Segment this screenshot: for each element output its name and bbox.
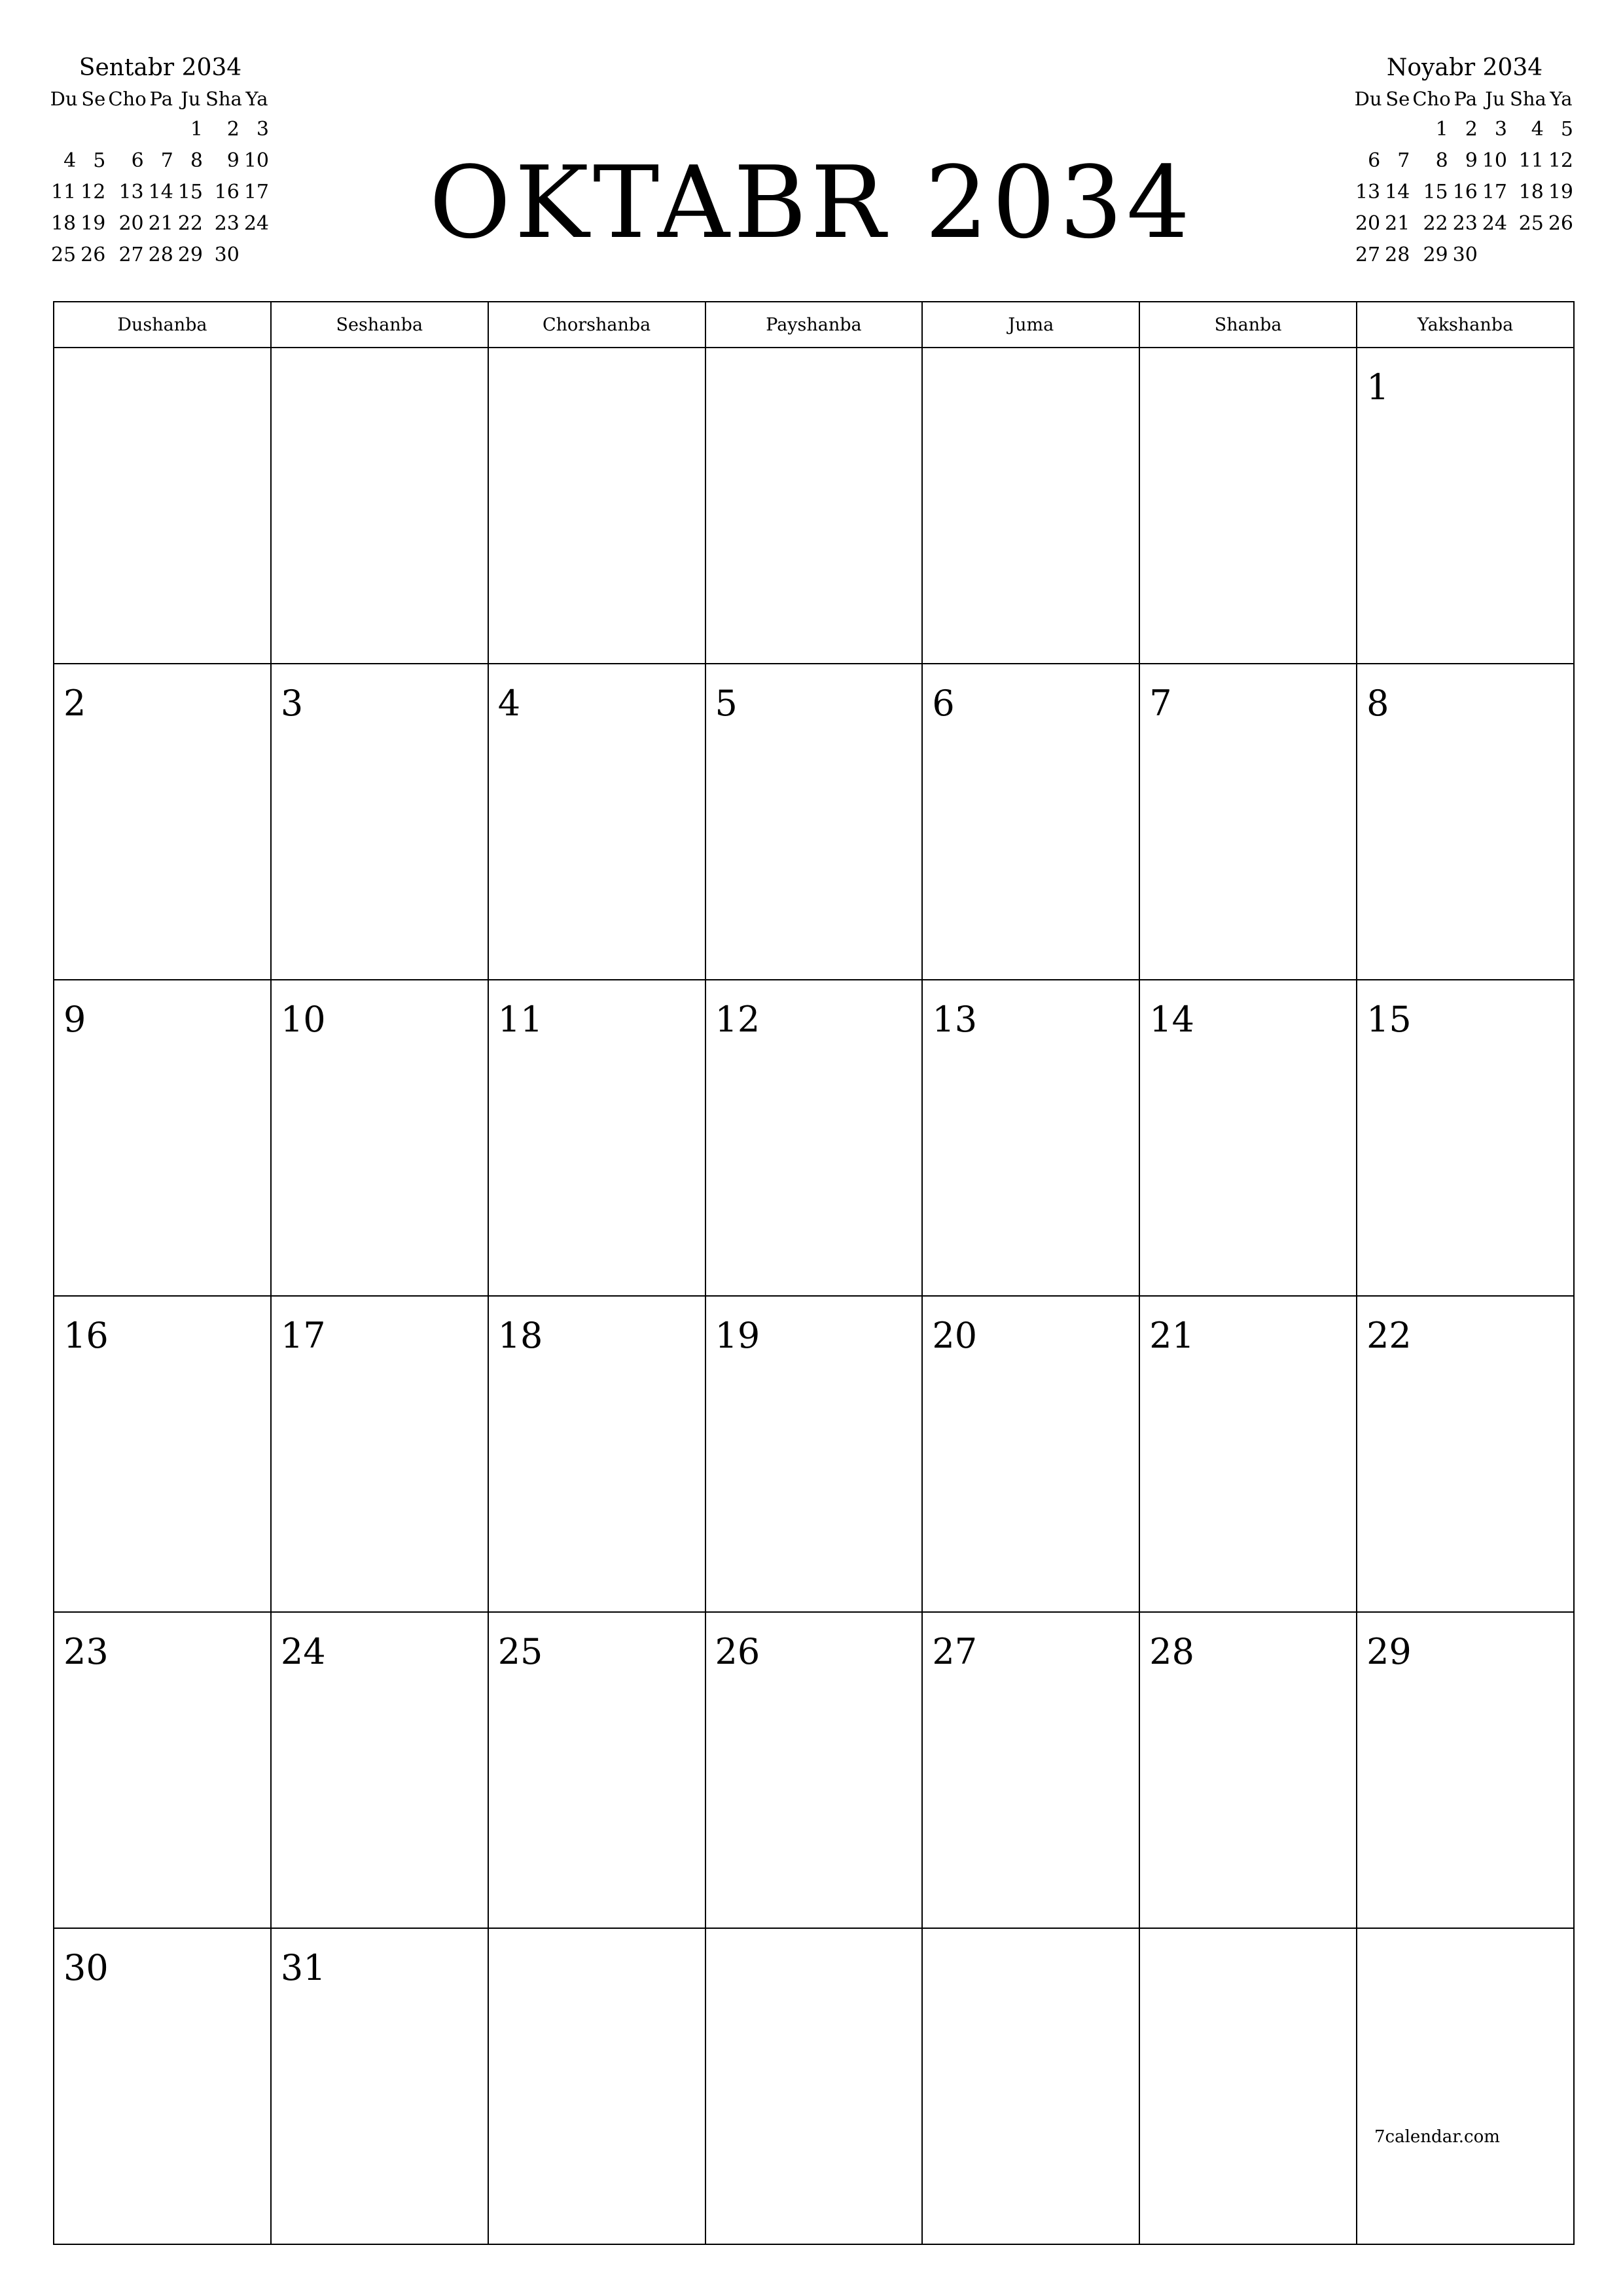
day-number: 31	[280, 1947, 326, 1988]
day-cell[interactable]	[271, 980, 488, 1296]
mini-day: 25	[1518, 212, 1544, 235]
mini-day	[1480, 240, 1510, 271]
day-cell[interactable]	[271, 348, 488, 664]
day-cell[interactable]	[1357, 980, 1574, 1296]
mini-day: 27	[1355, 243, 1381, 266]
mini-day: 3	[256, 118, 269, 141]
day-number: 24	[280, 1631, 326, 1672]
day-number	[923, 1929, 1139, 1948]
day-cell[interactable]	[1139, 1296, 1357, 1612]
day-cell[interactable]	[271, 1612, 488, 1928]
day-cell[interactable]	[922, 1296, 1139, 1612]
day-cell[interactable]	[54, 1928, 271, 2244]
day-number: 26	[715, 1631, 760, 1672]
mini-day: 10	[1482, 149, 1507, 172]
mini-day: 4	[63, 149, 77, 172]
day-number: 3	[280, 683, 304, 724]
week-row	[54, 1928, 1574, 2244]
day-cell[interactable]	[1139, 664, 1357, 980]
day-number: 27	[932, 1631, 978, 1672]
day-cell[interactable]	[705, 1296, 923, 1612]
day-number: 10	[280, 999, 326, 1040]
mini-day: 18	[1518, 181, 1544, 204]
mini-weekday-header: Ju	[1485, 88, 1505, 110]
day-number: 28	[1149, 1631, 1194, 1672]
mini-day: 24	[243, 212, 269, 235]
day-cell[interactable]	[54, 664, 271, 980]
day-number	[1140, 348, 1356, 368]
week-row	[54, 1296, 1574, 1612]
mini-day: 2	[1465, 118, 1478, 141]
day-cell[interactable]	[922, 348, 1139, 664]
day-cell[interactable]	[488, 1612, 705, 1928]
mini-day: 20	[118, 212, 144, 235]
mini-day: 21	[148, 212, 173, 235]
mini-weekday-header: Sha	[1509, 88, 1546, 110]
day-number	[489, 348, 705, 368]
day-number: 4	[497, 683, 521, 724]
day-number	[54, 348, 270, 368]
mini-day: 28	[148, 243, 173, 266]
weekday-header: Chorshanba	[488, 302, 705, 348]
day-number: 2	[63, 683, 86, 724]
day-number: 12	[715, 999, 760, 1040]
mini-calendar-next-month	[1353, 52, 1576, 271]
day-number: 18	[497, 1315, 543, 1356]
mini-weekday-header: Ya	[1550, 88, 1573, 110]
mini-day: 25	[50, 243, 77, 266]
mini-day: 19	[1548, 181, 1573, 204]
mini-day	[1510, 240, 1546, 271]
day-cell[interactable]	[488, 664, 705, 980]
mini-day: 7	[1397, 149, 1410, 172]
day-cell[interactable]	[488, 348, 705, 664]
day-number: 21	[1149, 1315, 1194, 1356]
day-cell[interactable]	[54, 1612, 271, 1928]
day-cell[interactable]	[54, 980, 271, 1296]
weekday-header: Yakshanba	[1357, 302, 1574, 348]
mini-day: 23	[214, 212, 240, 235]
mini-day: 10	[243, 149, 269, 172]
day-cell[interactable]	[488, 1928, 705, 2244]
day-cell[interactable]	[271, 664, 488, 980]
day-number	[1140, 1929, 1356, 1948]
mini-weekday-header: Ya	[245, 88, 268, 110]
day-number: 6	[932, 683, 955, 724]
mini-day: 2	[226, 118, 240, 141]
day-number: 30	[63, 1947, 109, 1988]
mini-day: 7	[160, 149, 173, 172]
weekday-header: Payshanba	[705, 302, 923, 348]
mini-calendar-next-title: Noyabr 2034	[1386, 54, 1543, 81]
page-title: OKTABR 2034	[429, 145, 1194, 260]
day-cell[interactable]	[705, 1612, 923, 1928]
day-number: 20	[932, 1315, 978, 1356]
mini-day	[1383, 114, 1412, 145]
day-number: 7	[1149, 683, 1172, 724]
day-number: 29	[1366, 1631, 1412, 1672]
mini-day	[1546, 240, 1576, 271]
day-cell[interactable]	[1139, 1612, 1357, 1928]
mini-day: 20	[1355, 212, 1381, 235]
weekday-header: Juma	[922, 302, 1139, 348]
week-row	[54, 980, 1574, 1296]
mini-day: 16	[1452, 181, 1478, 204]
mini-weekday-header: Ju	[181, 88, 201, 110]
day-number: 9	[63, 999, 86, 1040]
mini-weekday-header: Se	[1385, 88, 1410, 110]
day-cell[interactable]	[488, 980, 705, 1296]
mini-day: 5	[93, 149, 106, 172]
day-number: 5	[715, 683, 738, 724]
day-cell[interactable]	[1357, 664, 1574, 980]
mini-day: 22	[1423, 212, 1448, 235]
mini-day: 13	[118, 181, 144, 204]
day-cell[interactable]	[1139, 980, 1357, 1296]
day-number: 13	[932, 999, 978, 1040]
mini-day: 30	[214, 243, 240, 266]
mini-day: 24	[1482, 212, 1507, 235]
day-cell[interactable]	[1357, 1928, 1574, 2244]
mini-weekday-header: Du	[1354, 88, 1382, 110]
footer-credit: 7calendar.com	[1374, 2127, 1500, 2147]
mini-weekday-header: Cho	[108, 88, 147, 110]
day-number: 14	[1149, 999, 1194, 1040]
weekday-header-row	[54, 302, 1574, 348]
day-cell[interactable]	[488, 1296, 705, 1612]
weekday-header: Dushanba	[54, 302, 271, 348]
mini-day	[1353, 114, 1383, 145]
mini-day: 15	[1423, 181, 1448, 204]
mini-day: 16	[214, 181, 240, 204]
mini-weekday-header: Se	[81, 88, 106, 110]
day-cell[interactable]	[54, 348, 271, 664]
mini-day: 15	[177, 181, 203, 204]
day-cell[interactable]	[922, 1928, 1139, 2244]
mini-day: 14	[1385, 181, 1410, 204]
mini-day: 19	[80, 212, 106, 235]
mini-day: 11	[50, 181, 77, 204]
day-number: 23	[63, 1631, 109, 1672]
mini-day: 1	[1435, 118, 1448, 141]
week-row	[54, 348, 1574, 664]
day-cell[interactable]	[705, 980, 923, 1296]
mini-day: 12	[1548, 149, 1573, 172]
day-cell[interactable]	[922, 980, 1139, 1296]
day-cell[interactable]	[1357, 1612, 1574, 1928]
mini-weekday-header: Sha	[205, 88, 242, 110]
day-number: 1	[1366, 367, 1389, 408]
day-cell[interactable]	[705, 664, 923, 980]
day-cell[interactable]	[1357, 348, 1574, 664]
day-cell[interactable]	[271, 1928, 488, 2244]
mini-day: 6	[1368, 149, 1381, 172]
mini-day: 5	[1560, 118, 1573, 141]
week-row	[54, 1612, 1574, 1928]
mini-day: 6	[131, 149, 144, 172]
weekday-header: Shanba	[1139, 302, 1357, 348]
weekday-header: Seshanba	[271, 302, 488, 348]
day-number	[706, 1929, 922, 1948]
mini-day: 17	[1482, 181, 1507, 204]
day-number: 19	[715, 1315, 760, 1356]
day-number: 8	[1366, 683, 1389, 724]
day-number: 11	[497, 999, 543, 1040]
day-cell[interactable]	[1139, 1928, 1357, 2244]
mini-day: 29	[1423, 243, 1448, 266]
mini-weekday-header: Pa	[1454, 88, 1477, 110]
day-cell[interactable]	[1139, 348, 1357, 664]
day-number: 22	[1366, 1315, 1412, 1356]
mini-day: 23	[1452, 212, 1478, 235]
day-cell[interactable]	[922, 664, 1139, 980]
mini-day: 27	[118, 243, 144, 266]
mini-day: 4	[1531, 118, 1544, 141]
mini-day: 13	[1355, 181, 1381, 204]
day-cell[interactable]	[271, 1296, 488, 1612]
week-row	[54, 664, 1574, 980]
mini-calendar-next-grid	[1353, 84, 1576, 271]
day-number: 16	[63, 1315, 109, 1356]
mini-day: 3	[1494, 118, 1507, 141]
day-number	[923, 348, 1139, 368]
mini-weekday-header: Cho	[1412, 88, 1451, 110]
day-number	[272, 348, 488, 368]
mini-day: 8	[1435, 149, 1448, 172]
day-number	[706, 348, 922, 368]
mini-day: 14	[148, 181, 173, 204]
mini-calendar-prev-title: Sentabr 2034	[79, 54, 242, 81]
mini-day: 17	[243, 181, 269, 204]
mini-day: 28	[1385, 243, 1410, 266]
mini-day: 21	[1385, 212, 1410, 235]
mini-day: 18	[50, 212, 77, 235]
mini-weekday-header: Du	[50, 88, 78, 110]
mini-day: 9	[1465, 149, 1478, 172]
mini-day: 30	[1452, 243, 1478, 266]
mini-weekday-header: Pa	[149, 88, 173, 110]
mini-day: 29	[177, 243, 203, 266]
mini-day: 11	[1518, 149, 1544, 172]
mini-day: 8	[190, 149, 203, 172]
day-cell[interactable]	[922, 1612, 1139, 1928]
day-number	[489, 1929, 705, 1948]
mini-day: 1	[190, 118, 203, 141]
day-number	[1357, 1929, 1573, 1948]
day-number: 17	[280, 1315, 326, 1356]
mini-day: 9	[226, 149, 240, 172]
day-number: 15	[1366, 999, 1412, 1040]
day-number: 25	[497, 1631, 543, 1672]
mini-day: 26	[1548, 212, 1573, 235]
mini-day: 12	[80, 181, 106, 204]
day-cell[interactable]	[1357, 1296, 1574, 1612]
mini-day: 22	[177, 212, 203, 235]
day-cell[interactable]	[705, 348, 923, 664]
month-grid	[53, 301, 1575, 2245]
mini-day: 26	[80, 243, 106, 266]
day-cell[interactable]	[54, 1296, 271, 1612]
day-cell[interactable]	[705, 1928, 923, 2244]
